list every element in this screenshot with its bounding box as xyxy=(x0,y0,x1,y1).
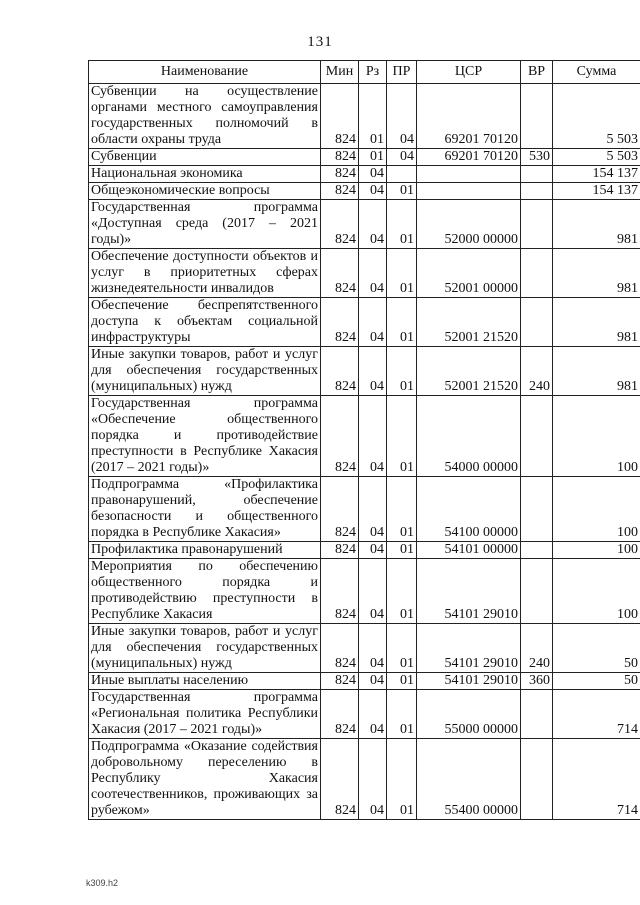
cell-pr: 01 xyxy=(387,200,417,249)
cell-rz: 04 xyxy=(359,624,387,673)
cell-name: Общеэкономические вопросы xyxy=(89,183,321,200)
cell-name: Национальная экономика xyxy=(89,166,321,183)
table-row xyxy=(89,249,640,298)
cell-sum: 5 503 xyxy=(553,84,640,149)
header-sum: Сумма xyxy=(553,61,640,84)
cell-vr: 360 xyxy=(521,673,553,690)
table-row xyxy=(89,477,640,542)
table-row xyxy=(89,739,640,820)
cell-name: Иные закупки товаров, работ и услуг для обеспечения государственных (муниципальных) нужд xyxy=(89,347,321,396)
table-row xyxy=(89,183,640,200)
cell-pr: 04 xyxy=(387,84,417,149)
cell-csr: 52000 00000 xyxy=(417,200,521,249)
cell-name: Обеспечение доступности объектов и услуг в приоритетных сферах жизнедеятельности инвалидов xyxy=(89,249,321,298)
cell-min: 824 xyxy=(321,183,359,200)
table-row xyxy=(89,673,640,690)
cell-pr: 01 xyxy=(387,542,417,559)
cell-name: Профилактика правонарушений xyxy=(89,542,321,559)
cell-rz: 04 xyxy=(359,200,387,249)
header-vr: ВР xyxy=(521,61,553,84)
cell-vr xyxy=(521,739,553,820)
cell-sum: 50 xyxy=(553,624,640,673)
cell-name: Государственная программа «Доступная среда (2017 – 2021 годы)» xyxy=(89,200,321,249)
cell-min: 824 xyxy=(321,624,359,673)
cell-name: Субвенции xyxy=(89,149,321,166)
cell-vr xyxy=(521,477,553,542)
cell-rz: 04 xyxy=(359,559,387,624)
cell-sum: 154 137 xyxy=(553,183,640,200)
cell-csr: 54000 00000 xyxy=(417,396,521,477)
cell-rz: 04 xyxy=(359,542,387,559)
cell-name: Субвенции на осуществление органами местного самоуправления государственных полномочий в области охраны труда xyxy=(89,84,321,149)
cell-pr: 01 xyxy=(387,396,417,477)
cell-name: Иные выплаты населению xyxy=(89,673,321,690)
cell-vr xyxy=(521,298,553,347)
cell-sum: 981 xyxy=(553,200,640,249)
table-header-row xyxy=(89,61,640,84)
cell-sum: 100 xyxy=(553,559,640,624)
cell-pr: 01 xyxy=(387,249,417,298)
cell-sum: 714 xyxy=(553,690,640,739)
cell-vr xyxy=(521,183,553,200)
cell-min: 824 xyxy=(321,673,359,690)
table-row xyxy=(89,542,640,559)
cell-min: 824 xyxy=(321,149,359,166)
cell-vr xyxy=(521,396,553,477)
cell-sum: 100 xyxy=(553,477,640,542)
cell-pr: 01 xyxy=(387,347,417,396)
cell-sum: 981 xyxy=(553,249,640,298)
cell-vr xyxy=(521,166,553,183)
cell-rz: 04 xyxy=(359,166,387,183)
table-row xyxy=(89,559,640,624)
cell-min: 824 xyxy=(321,542,359,559)
cell-name: Государственная программа «Обеспечение общественного порядка и противодействие преступности в Республике Хакасия (2017 – 2021 годы)» xyxy=(89,396,321,477)
cell-vr xyxy=(521,542,553,559)
cell-pr: 01 xyxy=(387,690,417,739)
cell-csr: 52001 00000 xyxy=(417,249,521,298)
cell-csr: 54101 29010 xyxy=(417,673,521,690)
cell-rz: 04 xyxy=(359,347,387,396)
header-min: Мин xyxy=(321,61,359,84)
cell-vr xyxy=(521,690,553,739)
table-row xyxy=(89,396,640,477)
cell-csr: 69201 70120 xyxy=(417,149,521,166)
cell-vr xyxy=(521,200,553,249)
cell-min: 824 xyxy=(321,477,359,542)
cell-sum: 100 xyxy=(553,396,640,477)
header-pr: ПР xyxy=(387,61,417,84)
header-name: Наименование xyxy=(89,61,321,84)
cell-rz: 04 xyxy=(359,673,387,690)
cell-csr: 54101 29010 xyxy=(417,624,521,673)
cell-rz: 04 xyxy=(359,690,387,739)
cell-min: 824 xyxy=(321,166,359,183)
cell-pr xyxy=(387,166,417,183)
cell-csr: 54101 00000 xyxy=(417,542,521,559)
cell-rz: 04 xyxy=(359,298,387,347)
cell-min: 824 xyxy=(321,347,359,396)
cell-min: 824 xyxy=(321,739,359,820)
cell-vr: 240 xyxy=(521,347,553,396)
table-row xyxy=(89,624,640,673)
cell-csr: 54100 00000 xyxy=(417,477,521,542)
cell-csr: 55000 00000 xyxy=(417,690,521,739)
cell-name: Государственная программа «Региональная политика Республики Хакасия (2017 – 2021 годы)» xyxy=(89,690,321,739)
cell-min: 824 xyxy=(321,298,359,347)
page-number: 131 xyxy=(307,34,333,50)
cell-rz: 01 xyxy=(359,149,387,166)
cell-vr xyxy=(521,84,553,149)
cell-csr: 52001 21520 xyxy=(417,347,521,396)
cell-rz: 04 xyxy=(359,183,387,200)
cell-pr: 01 xyxy=(387,739,417,820)
table-row xyxy=(89,298,640,347)
cell-vr xyxy=(521,249,553,298)
cell-csr xyxy=(417,166,521,183)
header-csr: ЦСР xyxy=(417,61,521,84)
header-rz: Рз xyxy=(359,61,387,84)
table-row xyxy=(89,690,640,739)
budget-table xyxy=(88,60,640,820)
cell-name: Обеспечение беспрепятственного доступа к объектам социальной инфраструктуры xyxy=(89,298,321,347)
cell-csr: 52001 21520 xyxy=(417,298,521,347)
cell-min: 824 xyxy=(321,200,359,249)
cell-min: 824 xyxy=(321,690,359,739)
cell-vr: 240 xyxy=(521,624,553,673)
cell-sum: 714 xyxy=(553,739,640,820)
cell-min: 824 xyxy=(321,396,359,477)
cell-pr: 01 xyxy=(387,559,417,624)
cell-csr: 54101 29010 xyxy=(417,559,521,624)
cell-sum: 50 xyxy=(553,673,640,690)
table-row xyxy=(89,149,640,166)
cell-sum: 154 137 xyxy=(553,166,640,183)
cell-name: Подпрограмма «Профилактика правонарушений, обеспечение безопасности и общественного порядка в Республике Хакасия» xyxy=(89,477,321,542)
cell-rz: 04 xyxy=(359,477,387,542)
cell-pr: 04 xyxy=(387,149,417,166)
cell-name: Подпрограмма «Оказание содействия добровольному переселению в Республику Хакасия соотечественников, проживающих за рубежом» xyxy=(89,739,321,820)
footer-code: k309.h2 xyxy=(86,878,119,888)
cell-pr: 01 xyxy=(387,624,417,673)
cell-sum: 100 xyxy=(553,542,640,559)
cell-rz: 01 xyxy=(359,84,387,149)
cell-min: 824 xyxy=(321,84,359,149)
cell-name: Мероприятия по обеспечению общественного порядка и противодействию преступности в Республике Хакасия xyxy=(89,559,321,624)
cell-pr: 01 xyxy=(387,673,417,690)
table-row xyxy=(89,347,640,396)
cell-vr xyxy=(521,559,553,624)
cell-rz: 04 xyxy=(359,739,387,820)
cell-vr: 530 xyxy=(521,149,553,166)
cell-pr: 01 xyxy=(387,183,417,200)
cell-csr: 69201 70120 xyxy=(417,84,521,149)
table-row xyxy=(89,84,640,149)
cell-min: 824 xyxy=(321,249,359,298)
cell-min: 824 xyxy=(321,559,359,624)
cell-csr xyxy=(417,183,521,200)
cell-name: Иные закупки товаров, работ и услуг для обеспечения государственных (муниципальных) нужд xyxy=(89,624,321,673)
cell-pr: 01 xyxy=(387,298,417,347)
cell-sum: 981 xyxy=(553,298,640,347)
table-row xyxy=(89,200,640,249)
cell-rz: 04 xyxy=(359,249,387,298)
cell-csr: 55400 00000 xyxy=(417,739,521,820)
cell-sum: 5 503 xyxy=(553,149,640,166)
cell-sum: 981 xyxy=(553,347,640,396)
cell-pr: 01 xyxy=(387,477,417,542)
cell-rz: 04 xyxy=(359,396,387,477)
table-row xyxy=(89,166,640,183)
